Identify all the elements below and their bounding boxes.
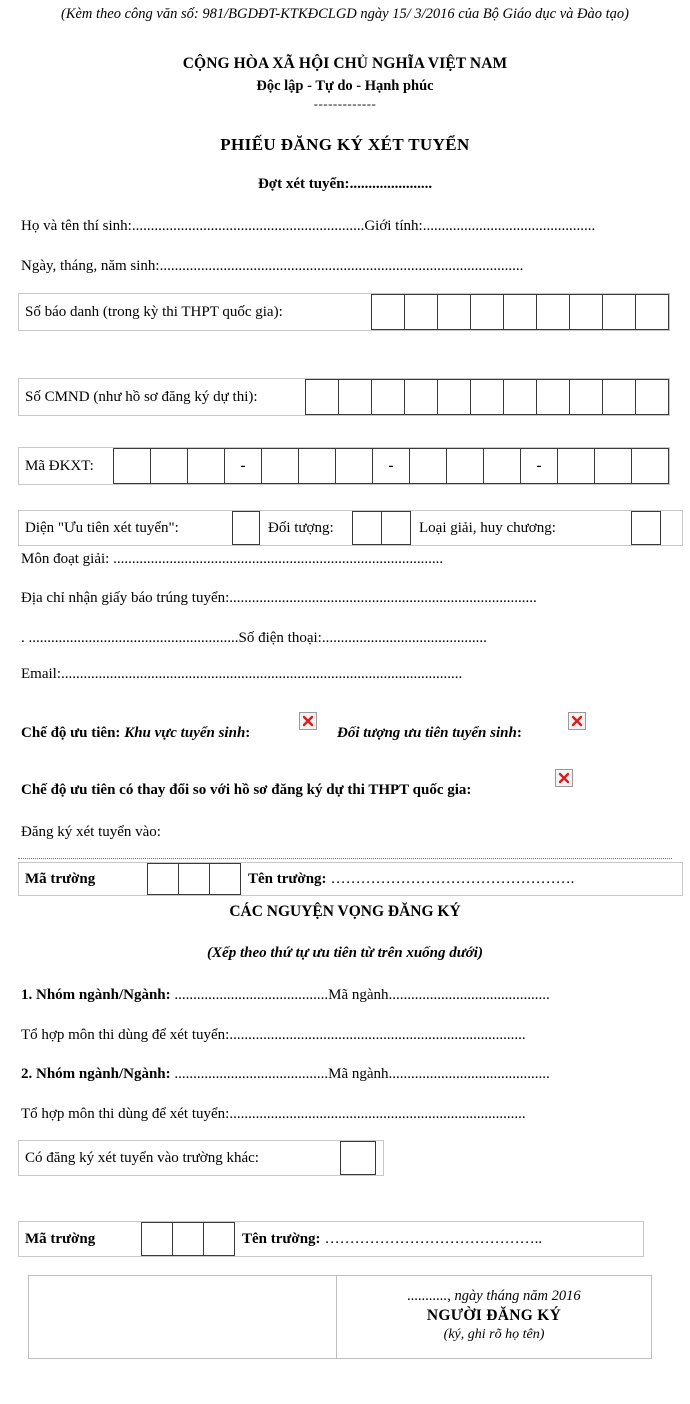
signature-note: (ký, ghi rõ họ tên) [443, 1327, 545, 1342]
aspiration-2-number-label: 2. Nhóm ngành/Ngành: [21, 1066, 171, 1082]
id-card-cell[interactable] [305, 379, 339, 415]
address-phone-line [21, 631, 487, 646]
aspiration-1-code-input[interactable]: ........................................... [388, 987, 550, 1003]
exam-number-cell[interactable] [470, 294, 504, 330]
phone-input[interactable]: ............................................ [321, 630, 487, 646]
school-2-code-cell[interactable] [141, 1222, 173, 1256]
school-1-code-cell[interactable] [178, 863, 210, 895]
dkxt-code-cell[interactable] [187, 448, 225, 484]
priority-doituong-box[interactable] [352, 511, 382, 545]
aspiration-1-line [21, 988, 550, 1003]
dkxt-code-cell[interactable] [557, 448, 595, 484]
nation-heading: CỘNG HÒA XÃ HỘI CHỦ NGHĨA VIỆT NAM [182, 55, 508, 72]
full-name-label: Họ và tên thí sinh: [21, 218, 132, 234]
section-divider [18, 858, 672, 859]
school-1-code-cells [147, 863, 241, 895]
signature-role: NGƯỜI ĐĂNG KÝ [426, 1307, 562, 1324]
priority-region-colon: : [245, 725, 251, 741]
priority-subject-label: Đối tượng ưu tiên tuyển sinh [337, 725, 517, 741]
dkxt-code-cell[interactable] [113, 448, 151, 484]
broken-image-icon[interactable] [555, 769, 573, 787]
exam-number-cell[interactable] [602, 294, 636, 330]
school-row-2 [18, 1221, 644, 1257]
address-line2-input[interactable]: . ........................................................ [21, 630, 239, 646]
full-name-input[interactable]: .............................................................. [131, 218, 365, 234]
school-1-code-cell[interactable] [147, 863, 179, 895]
aspiration-2-major-input[interactable]: ......................................... [170, 1066, 329, 1082]
school-row-1 [18, 862, 683, 896]
school-1-code-cell[interactable] [209, 863, 241, 895]
school-2-name-group [235, 1222, 542, 1256]
dkxt-code-cell[interactable] [631, 448, 669, 484]
address-line [21, 591, 537, 606]
dkxt-code-separator: - [224, 448, 262, 484]
dkxt-code-row [18, 447, 670, 485]
priority-row [18, 510, 683, 546]
aspiration-1-code-label: Mã ngành [328, 987, 389, 1003]
id-card-cells [305, 379, 669, 415]
dkxt-code-cells [113, 448, 669, 484]
signature-right-cell [336, 1276, 651, 1358]
signature-date-line[interactable]: ..........., ngày tháng năm 2016 [407, 1288, 581, 1304]
full-name-line [21, 219, 595, 234]
school-2-code-cell[interactable] [172, 1222, 204, 1256]
school-1-name-label: Tên trường: [248, 870, 327, 887]
priority-loaigiai-box[interactable] [631, 511, 661, 545]
award-subject-input[interactable]: ........................................................................................ [113, 551, 444, 567]
school-2-code-label: Mã trường [25, 1230, 96, 1247]
priority-region-label: Khu vực tuyển sinh [124, 725, 246, 741]
award-subject-line [21, 552, 443, 567]
dkxt-code-cell[interactable] [298, 448, 336, 484]
id-card-cell[interactable] [635, 379, 669, 415]
id-card-cell[interactable] [569, 379, 603, 415]
broken-image-icon[interactable] [299, 712, 317, 730]
school-2-code-cell[interactable] [203, 1222, 235, 1256]
priority-doituong-box[interactable] [381, 511, 411, 545]
exam-number-row [18, 293, 670, 331]
exam-number-cells [371, 294, 669, 330]
priority-doituong-label: Đối tượng: [268, 519, 334, 536]
email-line [21, 667, 462, 682]
school-2-name-input[interactable]: …………………………………….. [324, 1230, 543, 1247]
priority-mode-prefix: Chế độ ưu tiên: [21, 725, 125, 741]
admission-wave-dots[interactable]: ...................... [349, 176, 433, 192]
exam-number-cell[interactable] [503, 294, 537, 330]
other-school-box[interactable] [340, 1141, 376, 1175]
id-card-cell[interactable] [536, 379, 570, 415]
signature-left-cell[interactable] [29, 1276, 336, 1358]
school-1-code-label: Mã trường [25, 870, 96, 887]
email-label: Email: [21, 666, 61, 682]
aspiration-1-combo-label: Tổ hợp môn thi dùng để xét tuyển: [21, 1027, 230, 1043]
school-1-name-input[interactable]: …………………………………………. [330, 870, 575, 887]
id-card-cell[interactable] [404, 379, 438, 415]
id-card-cell[interactable] [602, 379, 636, 415]
broken-image-icon[interactable] [568, 712, 586, 730]
id-card-row [18, 378, 670, 416]
priority-subject-line [337, 726, 522, 741]
admission-wave-line [0, 176, 690, 193]
school-1-name-group [241, 863, 574, 895]
dkxt-code-cell[interactable] [150, 448, 188, 484]
id-card-cell[interactable] [470, 379, 504, 415]
register-into-label: Đăng ký xét tuyển vào: [21, 824, 161, 840]
other-school-row [18, 1140, 384, 1176]
dob-label: Ngày, tháng, năm sinh: [21, 258, 160, 274]
dkxt-code-cell[interactable] [483, 448, 521, 484]
priority-changed-line [21, 783, 471, 798]
signature-table [28, 1275, 652, 1359]
priority-doituong-cells [352, 511, 411, 545]
email-input[interactable]: ........................................................................................................... [61, 666, 463, 682]
priority-dien-box[interactable] [232, 511, 260, 545]
exam-number-cell[interactable] [437, 294, 471, 330]
school-2-code-cells [141, 1222, 235, 1256]
gender-input[interactable]: .............................................. [422, 218, 596, 234]
award-subject-label: Môn đoạt giải: [21, 551, 114, 567]
admission-wave-label: Đợt xét tuyển: [257, 176, 350, 192]
dkxt-code-cell[interactable] [409, 448, 447, 484]
aspirations-subheading: (Xếp theo thứ tự ưu tiên từ trên xuống dưới) [207, 945, 483, 961]
other-school-label: Có đăng ký xét tuyển vào trường khác: [25, 1149, 259, 1166]
page-title: PHIẾU ĐĂNG KÝ XÉT TUYỂN [220, 135, 470, 154]
id-card-cell[interactable] [437, 379, 471, 415]
aspiration-2-combo-label: Tổ hợp môn thi dùng để xét tuyển: [21, 1106, 230, 1122]
priority-dien-label: Diện "Ưu tiên xét tuyển": [25, 519, 179, 536]
priority-changed-label: Chế độ ưu tiên có thay đổi so với hồ sơ đăng ký dự thi THPT quốc gia: [21, 782, 472, 798]
dkxt-code-cell[interactable] [594, 448, 632, 484]
aspirations-heading: CÁC NGUYỆN VỌNG ĐĂNG KÝ [229, 903, 461, 920]
id-card-cell[interactable] [503, 379, 537, 415]
phone-label: Số điện thoại: [238, 630, 322, 646]
id-card-cell[interactable] [371, 379, 405, 415]
exam-number-cell[interactable] [404, 294, 438, 330]
exam-number-cell[interactable] [536, 294, 570, 330]
aspiration-1-combo-input[interactable]: ............................................................................... [229, 1027, 526, 1043]
aspiration-2-code-input[interactable]: ........................................... [388, 1066, 550, 1082]
dkxt-code-cell[interactable] [335, 448, 373, 484]
exam-number-cell[interactable] [371, 294, 405, 330]
exam-number-label: Số báo danh (trong kỳ thi THPT quốc gia): [25, 303, 283, 320]
id-card-cell[interactable] [338, 379, 372, 415]
priority-subject-colon: : [516, 725, 522, 741]
motto-heading: Độc lập - Tự do - Hạnh phúc [256, 78, 434, 94]
exam-number-cell[interactable] [635, 294, 669, 330]
aspiration-2-combo-line [21, 1107, 526, 1122]
priority-loaigiai-label: Loại giải, huy chương: [419, 519, 556, 536]
dkxt-code-cell[interactable] [446, 448, 484, 484]
aspiration-1-combo-line [21, 1028, 526, 1043]
dob-input[interactable]: ................................................................................................. [159, 258, 524, 274]
aspiration-2-combo-input[interactable]: ............................................................................... [229, 1106, 526, 1122]
id-card-label: Số CMND (như hồ sơ đăng ký dự thi): [25, 388, 258, 405]
aspiration-1-number-label: 1. Nhóm ngành/Ngành: [21, 987, 171, 1003]
school-2-name-label: Tên trường: [242, 1230, 321, 1247]
gender-label: Giới tính: [364, 218, 423, 234]
attachment-note: (Kèm theo công văn số: 981/BGDĐT-KTKĐCLGD ngày 15/ 3/2016 của Bộ Giáo dục và Đào tạo) [61, 6, 629, 22]
header-rule: ------------- [313, 96, 377, 111]
aspiration-2-line [21, 1067, 550, 1082]
dkxt-code-cell[interactable] [261, 448, 299, 484]
dkxt-code-separator: - [372, 448, 410, 484]
address-label: Địa chỉ nhận giấy báo trúng tuyển: [21, 590, 230, 606]
priority-mode-line [21, 726, 250, 741]
dob-line [21, 259, 523, 274]
exam-number-cell[interactable] [569, 294, 603, 330]
dkxt-code-label: Mã ĐKXT: [25, 457, 94, 474]
aspiration-1-major-input[interactable]: ......................................... [170, 987, 329, 1003]
address-input[interactable]: .................................................................................. [229, 590, 537, 606]
aspiration-2-code-label: Mã ngành [328, 1066, 389, 1082]
dkxt-code-separator: - [520, 448, 558, 484]
